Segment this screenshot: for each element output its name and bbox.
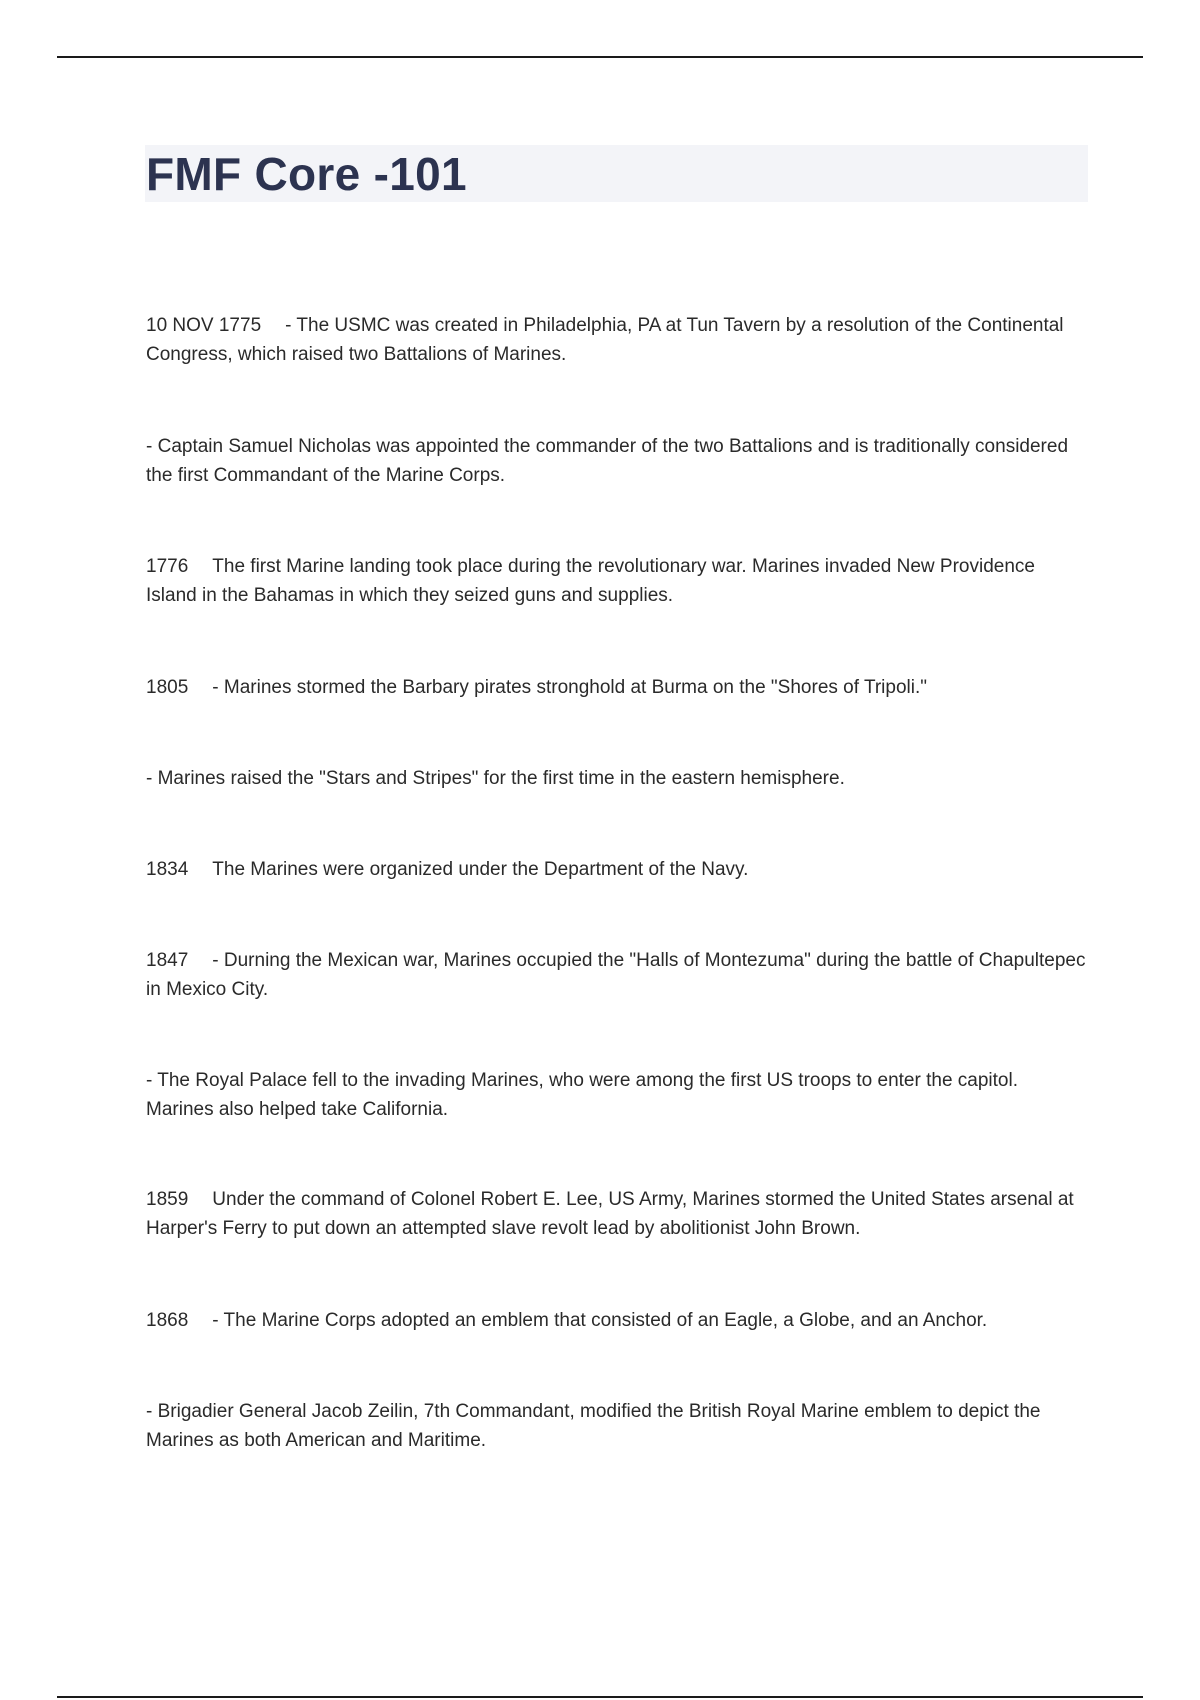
entry-1834 — [146, 855, 1086, 884]
entry-1775-note — [146, 432, 1086, 490]
entry-1847-note — [146, 1066, 1086, 1124]
entry-term: 1859 — [146, 1189, 189, 1210]
entry-term: 10 NOV 1775 — [146, 315, 262, 336]
entry-term: 1776 — [146, 556, 189, 577]
entry-1805-note — [146, 764, 1086, 793]
entry-text: - Captain Samuel Nicholas was appointed the commander of the two Battalions and is traditionally considered the first Commandant of the Marine Corps. — [146, 436, 1069, 486]
entry-text: - Brigadier General Jacob Zeilin, 7th Commandant, modified the British Royal Marine emblem to depict the Marines as both American and Maritime. — [146, 1401, 1041, 1451]
entry-term: 1805 — [146, 677, 189, 698]
entry-1776 — [146, 552, 1086, 610]
top-rule — [57, 56, 1143, 58]
entry-1847 — [146, 946, 1086, 1004]
entry-1868-note — [146, 1397, 1086, 1455]
entry-1805 — [146, 673, 1086, 702]
bottom-rule — [57, 1696, 1143, 1698]
entry-term: 1847 — [146, 950, 189, 971]
entry-term: 1868 — [146, 1310, 189, 1331]
entry-text: The first Marine landing took place during the revolutionary war. Marines invaded New Providence Island in the Bahamas in which they seized guns and supplies. — [146, 556, 1035, 606]
entry-1868 — [146, 1306, 1086, 1335]
entry-term: 1834 — [146, 859, 189, 880]
page-title: FMF Core -101 — [146, 148, 467, 200]
entry-1859 — [146, 1185, 1086, 1243]
entry-text: Under the command of Colonel Robert E. Lee, US Army, Marines stormed the United States arsenal at Harper's Ferry to put down an attempted slave revolt lead by abolitionist John Brown. — [146, 1189, 1074, 1239]
entry-text: - Durning the Mexican war, Marines occupied the "Halls of Montezuma" during the battle of Chapultepec in Mexico City. — [146, 950, 1086, 1000]
entry-text: - The Marine Corps adopted an emblem that consisted of an Eagle, a Globe, and an Anchor. — [212, 1310, 988, 1331]
entry-text: - Marines stormed the Barbary pirates stronghold at Burma on the "Shores of Tripoli." — [212, 677, 927, 698]
entry-text: The Marines were organized under the Department of the Navy. — [212, 859, 749, 880]
entry-1775 — [146, 311, 1086, 369]
entry-text: - The USMC was created in Philadelphia, PA at Tun Tavern by a resolution of the Continental Congress, which raised two Battalions of Marines. — [146, 315, 1064, 365]
entry-text: - Marines raised the "Stars and Stripes" for the first time in the eastern hemisphere. — [146, 768, 845, 789]
entry-text: - The Royal Palace fell to the invading Marines, who were among the first US troops to enter the capitol. Marines also helped take California. — [146, 1070, 1018, 1120]
